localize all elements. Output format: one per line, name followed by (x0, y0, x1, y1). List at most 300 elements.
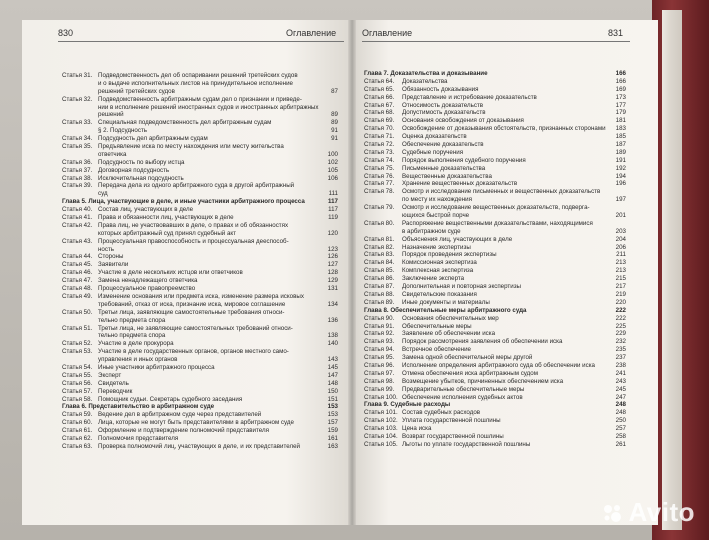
toc-chapter-row (364, 401, 626, 409)
toc-page-number: 159 (327, 427, 338, 435)
toc-entry-title: Состав судебных расходов (402, 409, 481, 417)
toc-page-number: 119 (328, 214, 338, 222)
toc-article-label: Статья 56. (62, 379, 93, 387)
toc-entry-title: Замена ненадлежащего ответчика (98, 277, 198, 285)
toc-page-number: 91 (331, 135, 338, 143)
toc-page-number: 123 (327, 245, 338, 253)
toc-article-label: Статья 51. (62, 324, 93, 332)
toc-page-number: 169 (615, 85, 626, 93)
toc-article-label: Статья 96. (364, 361, 395, 369)
toc-page-number: 213 (615, 267, 626, 275)
toc-entry-title: Предварительные обеспечительные меры (402, 385, 525, 393)
toc-row (364, 433, 626, 441)
toc-row (364, 109, 626, 117)
toc-row (364, 141, 626, 149)
toc-article-label: Статья 93. (364, 338, 395, 346)
toc-row (364, 133, 626, 141)
toc-page-number: 173 (615, 93, 626, 101)
toc-page-number: 243 (615, 377, 626, 385)
toc-entry-title: Обеспечение исполнения судебных актов (402, 393, 523, 401)
toc-entry-title: Возмещение убытков, причиненных обеспечением иска (402, 377, 564, 385)
toc-page-number: 166 (615, 70, 626, 77)
toc-page-number: 117 (328, 206, 338, 214)
toc-page-number: 177 (615, 101, 626, 109)
toc-page-number: 213 (615, 259, 626, 267)
toc-article-label: Статья 89. (364, 298, 395, 306)
toc-article-label: Статья 35. (62, 143, 93, 151)
toc-row (62, 356, 338, 364)
toc-row (62, 285, 338, 293)
toc-row (364, 417, 626, 425)
toc-entry-title: суд (98, 190, 108, 198)
toc-entry-title: и о выдаче исполнительных листов на принудительное исполнение (98, 79, 293, 87)
toc-row (364, 441, 626, 449)
avito-logo-icon (602, 502, 624, 524)
toc-article-label: Статья 97. (364, 369, 395, 377)
avito-watermark (602, 497, 695, 528)
toc-article-label: Статья 79. (364, 204, 395, 212)
toc-entry-title: тельно предмета спора (98, 316, 166, 324)
toc-row (364, 283, 626, 291)
toc-row (62, 88, 338, 96)
toc-page-number: 117 (328, 198, 338, 206)
toc-row (62, 348, 338, 356)
toc-entry-title: Порядок рассмотрения заявления об обеспечении иска (402, 338, 563, 346)
toc-article-label: Статья 47. (62, 277, 93, 285)
toc-chapter-row (364, 70, 626, 78)
toc-page-number: 140 (327, 340, 338, 348)
toc-entry-title: Третьи лица, заявляющие самостоятельные требования относи- (98, 308, 285, 316)
toc-entry-title: Порядок выполнения судебного поручения (402, 156, 526, 164)
toc-article-label: Статья 94. (364, 346, 395, 354)
toc-row (62, 96, 338, 104)
left-page-number: 830 (58, 28, 74, 38)
toc-article-label: Статья 92. (364, 330, 395, 338)
right-header-rule (362, 41, 630, 42)
toc-entry-title: ность (98, 245, 115, 253)
right-page-number: 831 (608, 28, 624, 38)
toc-row (364, 125, 626, 133)
toc-page-number: 131 (327, 285, 338, 293)
toc-article-label: Статья 63. (62, 442, 93, 450)
toc-page-number: 100 (327, 150, 338, 158)
watermark-text: Avito (628, 497, 695, 527)
toc-page-number: 194 (615, 172, 626, 180)
toc-article-label: Статья 64. (364, 77, 395, 85)
toc-entry-title: Осмотр и исследование вещественных доказательств, подверга- (402, 204, 590, 212)
toc-chapter-row (62, 198, 338, 206)
toc-entry-title: Иные документы и материалы (402, 298, 490, 306)
toc-entry-title: Письменные доказательства (402, 164, 486, 172)
toc-row (364, 196, 626, 204)
toc-entry-title: которых арбитражный суд принял судебный акт (98, 229, 237, 237)
toc-page-number: 197 (615, 196, 626, 204)
toc-row (62, 222, 338, 230)
toc-page-number: 89 (331, 111, 338, 119)
toc-row (62, 380, 338, 388)
toc-row (364, 149, 626, 157)
toc-entry-title: Лица, которые не могут быть представителями в арбитражном суде (98, 419, 294, 427)
toc-chapter-row (364, 307, 626, 315)
toc-row (62, 301, 338, 309)
toc-row (364, 323, 626, 331)
toc-entry-title: решений (98, 111, 124, 119)
book-gutter (348, 20, 356, 525)
toc-entry-title: Судебные поручения (402, 148, 464, 156)
toc-entry-title: Глава 9. Судебные расходы (364, 401, 451, 409)
toc-article-label: Статья 33. (62, 119, 93, 127)
toc-row (364, 165, 626, 173)
toc-entry-title: Изменение основания или предмета иска, изменение размера исковых (98, 292, 304, 300)
toc-row (62, 135, 338, 143)
toc-row (62, 127, 338, 135)
toc-entry-title: Исполнение определения арбитражного суда об обеспечении иска (402, 361, 595, 369)
toc-row (364, 259, 626, 267)
toc-page-number: 220 (615, 298, 626, 306)
toc-article-label: Статья 83. (364, 251, 395, 259)
toc-row (364, 220, 626, 228)
toc-article-label: Статья 78. (364, 188, 395, 196)
toc-row (62, 206, 338, 214)
toc-row (62, 190, 338, 198)
toc-entry-title: Вещественные доказательства (402, 172, 492, 180)
toc-row (62, 159, 338, 167)
toc-page-number: 181 (615, 117, 626, 125)
toc-page-number: 143 (327, 356, 338, 364)
toc-row (62, 388, 338, 396)
toc-article-label: Статья 80. (364, 219, 395, 227)
toc-entry-title: Комплексная экспертиза (402, 267, 474, 275)
toc-page-number: 211 (616, 251, 626, 259)
toc-row (62, 238, 338, 246)
toc-article-label: Статья 34. (62, 135, 93, 143)
toc-row (364, 236, 626, 244)
toc-entry-title: Права лиц, не участвовавших в деле, о правах и об обязанностях (98, 221, 289, 229)
toc-row (364, 338, 626, 346)
toc-article-label: Статья 81. (364, 235, 395, 243)
toc-article-label: Статья 43. (62, 237, 93, 245)
toc-row (62, 427, 338, 435)
toc-entry-title: Возврат государственной пошлины (402, 432, 504, 440)
toc-entry-title: Ведение дел в арбитражном суде через представителей (98, 411, 262, 419)
toc-entry-title: Участие в деле нескольких истцов или ответчиков (98, 269, 243, 277)
toc-entry-title: Оценка доказательств (402, 133, 467, 141)
toc-article-label: Статья 32. (62, 95, 93, 103)
toc-article-label: Статья 39. (62, 182, 93, 190)
toc-entry-title: Договорная подсудность (98, 166, 170, 174)
toc-row (364, 94, 626, 102)
toc-row (364, 346, 626, 354)
toc-page-number: 163 (327, 442, 338, 450)
toc-page-number: 127 (327, 261, 338, 269)
toc-article-label: Статья 100. (364, 393, 398, 401)
toc-row (364, 212, 626, 220)
toc-entry-title: Эксперт (98, 371, 122, 379)
toc-entry-title: Дополнительная и повторная экспертизы (402, 283, 521, 291)
toc-page-number: 105 (327, 166, 338, 174)
toc-page-number: 189 (615, 148, 626, 156)
toc-page-number: 138 (327, 332, 338, 340)
toc-article-label: Статья 58. (62, 395, 93, 403)
toc-entry-title: Заявление об обеспечении иска (402, 330, 496, 338)
toc-row (364, 362, 626, 370)
toc-row (62, 111, 338, 119)
toc-page-number: 136 (327, 316, 338, 324)
toc-article-label: Статья 60. (62, 419, 93, 427)
toc-row (62, 104, 338, 112)
toc-row (62, 396, 338, 404)
toc-row (364, 78, 626, 86)
toc-page-number: 257 (615, 425, 626, 433)
toc-row (364, 251, 626, 259)
toc-entry-title: Замена одной обеспечительной меры другой (402, 354, 533, 362)
toc-row (364, 204, 626, 212)
toc-row (364, 157, 626, 165)
toc-page-number: 161 (327, 434, 338, 442)
toc-page-number: 151 (327, 395, 338, 403)
toc-page-number: 222 (615, 314, 626, 322)
left-running-head: Оглавление (286, 28, 337, 38)
toc-entry-title: Основания обеспечительных мер (402, 314, 499, 322)
toc-article-label: Статья 84. (364, 259, 395, 267)
toc-row (364, 425, 626, 433)
toc-entry-title: Уплата государственной пошлины (402, 417, 501, 425)
toc-article-label: Статья 65. (364, 85, 395, 93)
toc-page-number: 166 (615, 77, 626, 85)
toc-entry-title: Помощник судьи. Секретарь судебного заседания (98, 395, 243, 403)
right-toc-list (364, 70, 626, 449)
toc-entry-title: Стороны (98, 253, 124, 261)
toc-page-number: 106 (327, 174, 338, 182)
toc-page-number: 120 (327, 229, 338, 237)
toc-page-number: 147 (327, 371, 338, 379)
toc-article-label: Статья 67. (364, 101, 395, 109)
toc-article-label: Статья 77. (364, 180, 395, 188)
left-header-rule (58, 41, 344, 42)
toc-article-label: Статья 53. (62, 348, 93, 356)
toc-row (62, 80, 338, 88)
toc-entry-title: Глава 6. Представительство в арбитражном суде (62, 403, 215, 411)
toc-row (364, 180, 626, 188)
toc-article-label: Статья 59. (62, 411, 93, 419)
toc-article-label: Статья 90. (364, 314, 395, 322)
toc-row (62, 325, 338, 333)
toc-page-number: 192 (615, 164, 626, 172)
toc-entry-title: Проверка полномочий лиц, участвующих в деле, и их представителей (98, 442, 300, 450)
toc-page-number: 258 (615, 432, 626, 440)
toc-entry-title: Доказательства (402, 77, 448, 85)
toc-row (62, 372, 338, 380)
toc-entry-title: Подведомственность дел об оспаривании решений третейских судов (98, 72, 298, 79)
toc-entry-title: Обязанность доказывания (402, 85, 479, 93)
toc-article-label: Статья 45. (62, 261, 93, 269)
toc-entry-title: Обеспечительные меры (402, 322, 472, 330)
toc-article-label: Статья 102. (364, 417, 398, 425)
toc-row (62, 261, 338, 269)
toc-row (364, 378, 626, 386)
toc-page-number: 91 (331, 127, 338, 135)
toc-entry-title: Свидетельские показания (402, 290, 477, 298)
toc-page-number: 247 (615, 393, 626, 401)
toc-page-number: 261 (615, 440, 626, 448)
toc-entry-title: Передача дела из одного арбитражного суда в другой арбитражный (98, 182, 295, 190)
toc-entry-title: Исключительная подсудность (98, 174, 184, 182)
toc-article-label: Статья 101. (364, 409, 398, 417)
toc-row (62, 309, 338, 317)
toc-entry-title: Порядок проведения экспертизы (402, 251, 497, 259)
toc-entry-title: Подведомственность арбитражным судам дел о признании и приведе- (98, 95, 302, 103)
toc-entry-title: управления и иных органов (98, 356, 178, 364)
toc-entry-title: решений третейских судов (98, 87, 175, 95)
toc-entry-title: Льготы по уплате государственной пошлины (402, 440, 531, 448)
toc-article-label: Статья 73. (364, 148, 395, 156)
toc-entry-title: Распоряжение вещественными доказательствами, находящимися (402, 219, 593, 227)
toc-article-label: Статья 66. (364, 93, 395, 101)
toc-page-number: 87 (331, 87, 338, 95)
toc-row (62, 317, 338, 325)
toc-entry-title: Процессуальное правопреемство (98, 285, 196, 293)
toc-article-label: Статья 55. (62, 371, 93, 379)
toc-entry-title: Глава 5. Лица, участвующие в деле, и иные участники арбитражного процесса (62, 198, 305, 206)
page-block-edge (662, 10, 682, 530)
toc-entry-title: по месту их нахождения (402, 196, 472, 204)
toc-page-number: 134 (327, 300, 338, 308)
toc-entry-title: Права и обязанности лиц, участвующих в деле (98, 214, 234, 222)
toc-page-number: 237 (615, 354, 626, 362)
toc-row (62, 340, 338, 348)
toc-page-number: 179 (615, 109, 626, 117)
toc-row (364, 370, 626, 378)
toc-article-label: Статья 98. (364, 377, 395, 385)
toc-entry-title: ответчика (98, 150, 127, 158)
toc-row (62, 277, 338, 285)
toc-article-label: Статья 44. (62, 253, 93, 261)
toc-article-label: Статья 85. (364, 267, 395, 275)
toc-entry-title: Представление и истребование доказательств (402, 93, 537, 101)
toc-entry-title: § 2. Подсудность (98, 127, 148, 135)
toc-row (364, 291, 626, 299)
toc-article-label: Статья 41. (62, 214, 93, 222)
toc-entry-title: Объяснения лиц, участвующих в деле (402, 235, 513, 243)
toc-row (364, 86, 626, 94)
toc-article-label: Статья 95. (364, 354, 395, 362)
toc-page-number: 148 (327, 379, 338, 387)
toc-article-label: Статья 48. (62, 285, 93, 293)
toc-row (364, 188, 626, 196)
toc-page-number: 204 (615, 235, 626, 243)
toc-article-label: Статья 104. (364, 432, 398, 440)
toc-entry-title: ющихся быстрой порче (402, 212, 470, 220)
toc-entry-title: Глава 7. Доказательства и доказывание (364, 70, 488, 77)
toc-row (62, 411, 338, 419)
toc-row (62, 119, 338, 127)
toc-page-number: 145 (327, 363, 338, 371)
toc-page-number: 201 (615, 212, 626, 220)
toc-article-label: Статья 82. (364, 243, 395, 251)
toc-article-label: Статья 37. (62, 166, 93, 174)
toc-page-number: 222 (615, 306, 626, 314)
toc-entry-title: Переводчик (98, 387, 133, 395)
toc-article-label: Статья 50. (62, 308, 93, 316)
toc-page-number: 183 (615, 125, 626, 133)
toc-article-label: Статья 87. (364, 283, 395, 291)
toc-page-number: 206 (615, 243, 626, 251)
toc-article-label: Статья 76. (364, 172, 395, 180)
toc-entry-title: в арбитражном суде (402, 227, 461, 235)
toc-row (62, 72, 338, 80)
toc-page-number: 250 (615, 417, 626, 425)
toc-entry-title: Участие в деле государственных органов, органов местного само- (98, 348, 289, 356)
toc-entry-title: Основания освобождения от доказывания (402, 117, 524, 125)
toc-entry-title: Глава 8. Обеспечительные меры арбитражного суда (364, 306, 527, 314)
toc-entry-title: Третьи лица, не заявляющие самостоятельных требований относи- (98, 324, 293, 332)
toc-page-number: 248 (615, 401, 626, 409)
toc-row (364, 228, 626, 236)
toc-entry-title: Состав лиц, участвующих в деле (98, 206, 194, 214)
toc-entry-title: Иные участники арбитражного процесса (98, 363, 215, 371)
toc-entry-title: тельно предмета спора (98, 332, 166, 340)
toc-article-label: Статья 49. (62, 292, 93, 300)
toc-article-label: Статья 70. (364, 125, 395, 133)
toc-article-label: Статья 88. (364, 290, 395, 298)
toc-entry-title: Полномочия представителя (98, 434, 179, 442)
toc-article-label: Статья 57. (62, 387, 93, 395)
toc-article-label: Статья 36. (62, 158, 93, 166)
toc-entry-title: Заявители (98, 261, 129, 269)
toc-row (62, 332, 338, 340)
toc-entry-title: Отмена обеспечения иска арбитражным судом (402, 369, 538, 377)
toc-entry-title: Цена иска (402, 425, 432, 433)
toc-page-number: 217 (615, 283, 626, 291)
toc-article-label: Статья 31. (62, 72, 93, 79)
toc-page-number: 111 (328, 190, 338, 198)
toc-entry-title: Освобождение от доказывания обстоятельств, признанных сторонами (402, 125, 606, 133)
toc-row (62, 253, 338, 261)
toc-row (364, 386, 626, 394)
toc-entry-title: Подсудность по выбору истца (98, 158, 185, 166)
toc-entry-title: Допустимость доказательств (402, 109, 486, 117)
toc-page-number: 187 (615, 141, 626, 149)
toc-entry-title: Назначение экспертизы (402, 243, 471, 251)
toc-entry-title: Процессуальная правоспособность и процессуальная дееспособ- (98, 237, 289, 245)
toc-page-number: 225 (615, 322, 626, 330)
toc-row (364, 102, 626, 110)
toc-entry-title: Заключение эксперта (402, 275, 465, 283)
toc-page-number: 102 (327, 158, 338, 166)
toc-entry-title: Обеспечение доказательств (402, 141, 484, 149)
toc-page-number: 219 (615, 290, 626, 298)
toc-row (62, 364, 338, 372)
toc-entry-title: Свидетель (98, 379, 129, 387)
toc-article-label: Статья 69. (364, 117, 395, 125)
toc-entry-title: Хранение вещественных доказательств (402, 180, 518, 188)
toc-entry-title: Подсудность дел арбитражным судам (98, 135, 208, 143)
toc-article-label: Статья 86. (364, 275, 395, 283)
toc-page-number: 185 (615, 133, 626, 141)
toc-row (364, 275, 626, 283)
toc-entry-title: требований, отказ от иска, признание иска, мировое соглашение (98, 300, 286, 308)
toc-page-number: 203 (615, 227, 626, 235)
toc-row (62, 230, 338, 238)
toc-article-label: Статья 103. (364, 425, 398, 433)
toc-page-number: 238 (615, 361, 626, 369)
toc-article-label: Статья 105. (364, 440, 398, 448)
toc-article-label: Статья 72. (364, 141, 395, 149)
toc-page-number: 153 (327, 403, 338, 411)
toc-entry-title: Комиссионная экспертиза (402, 259, 477, 267)
toc-page-number: 241 (615, 369, 626, 377)
left-toc-list (62, 72, 338, 451)
